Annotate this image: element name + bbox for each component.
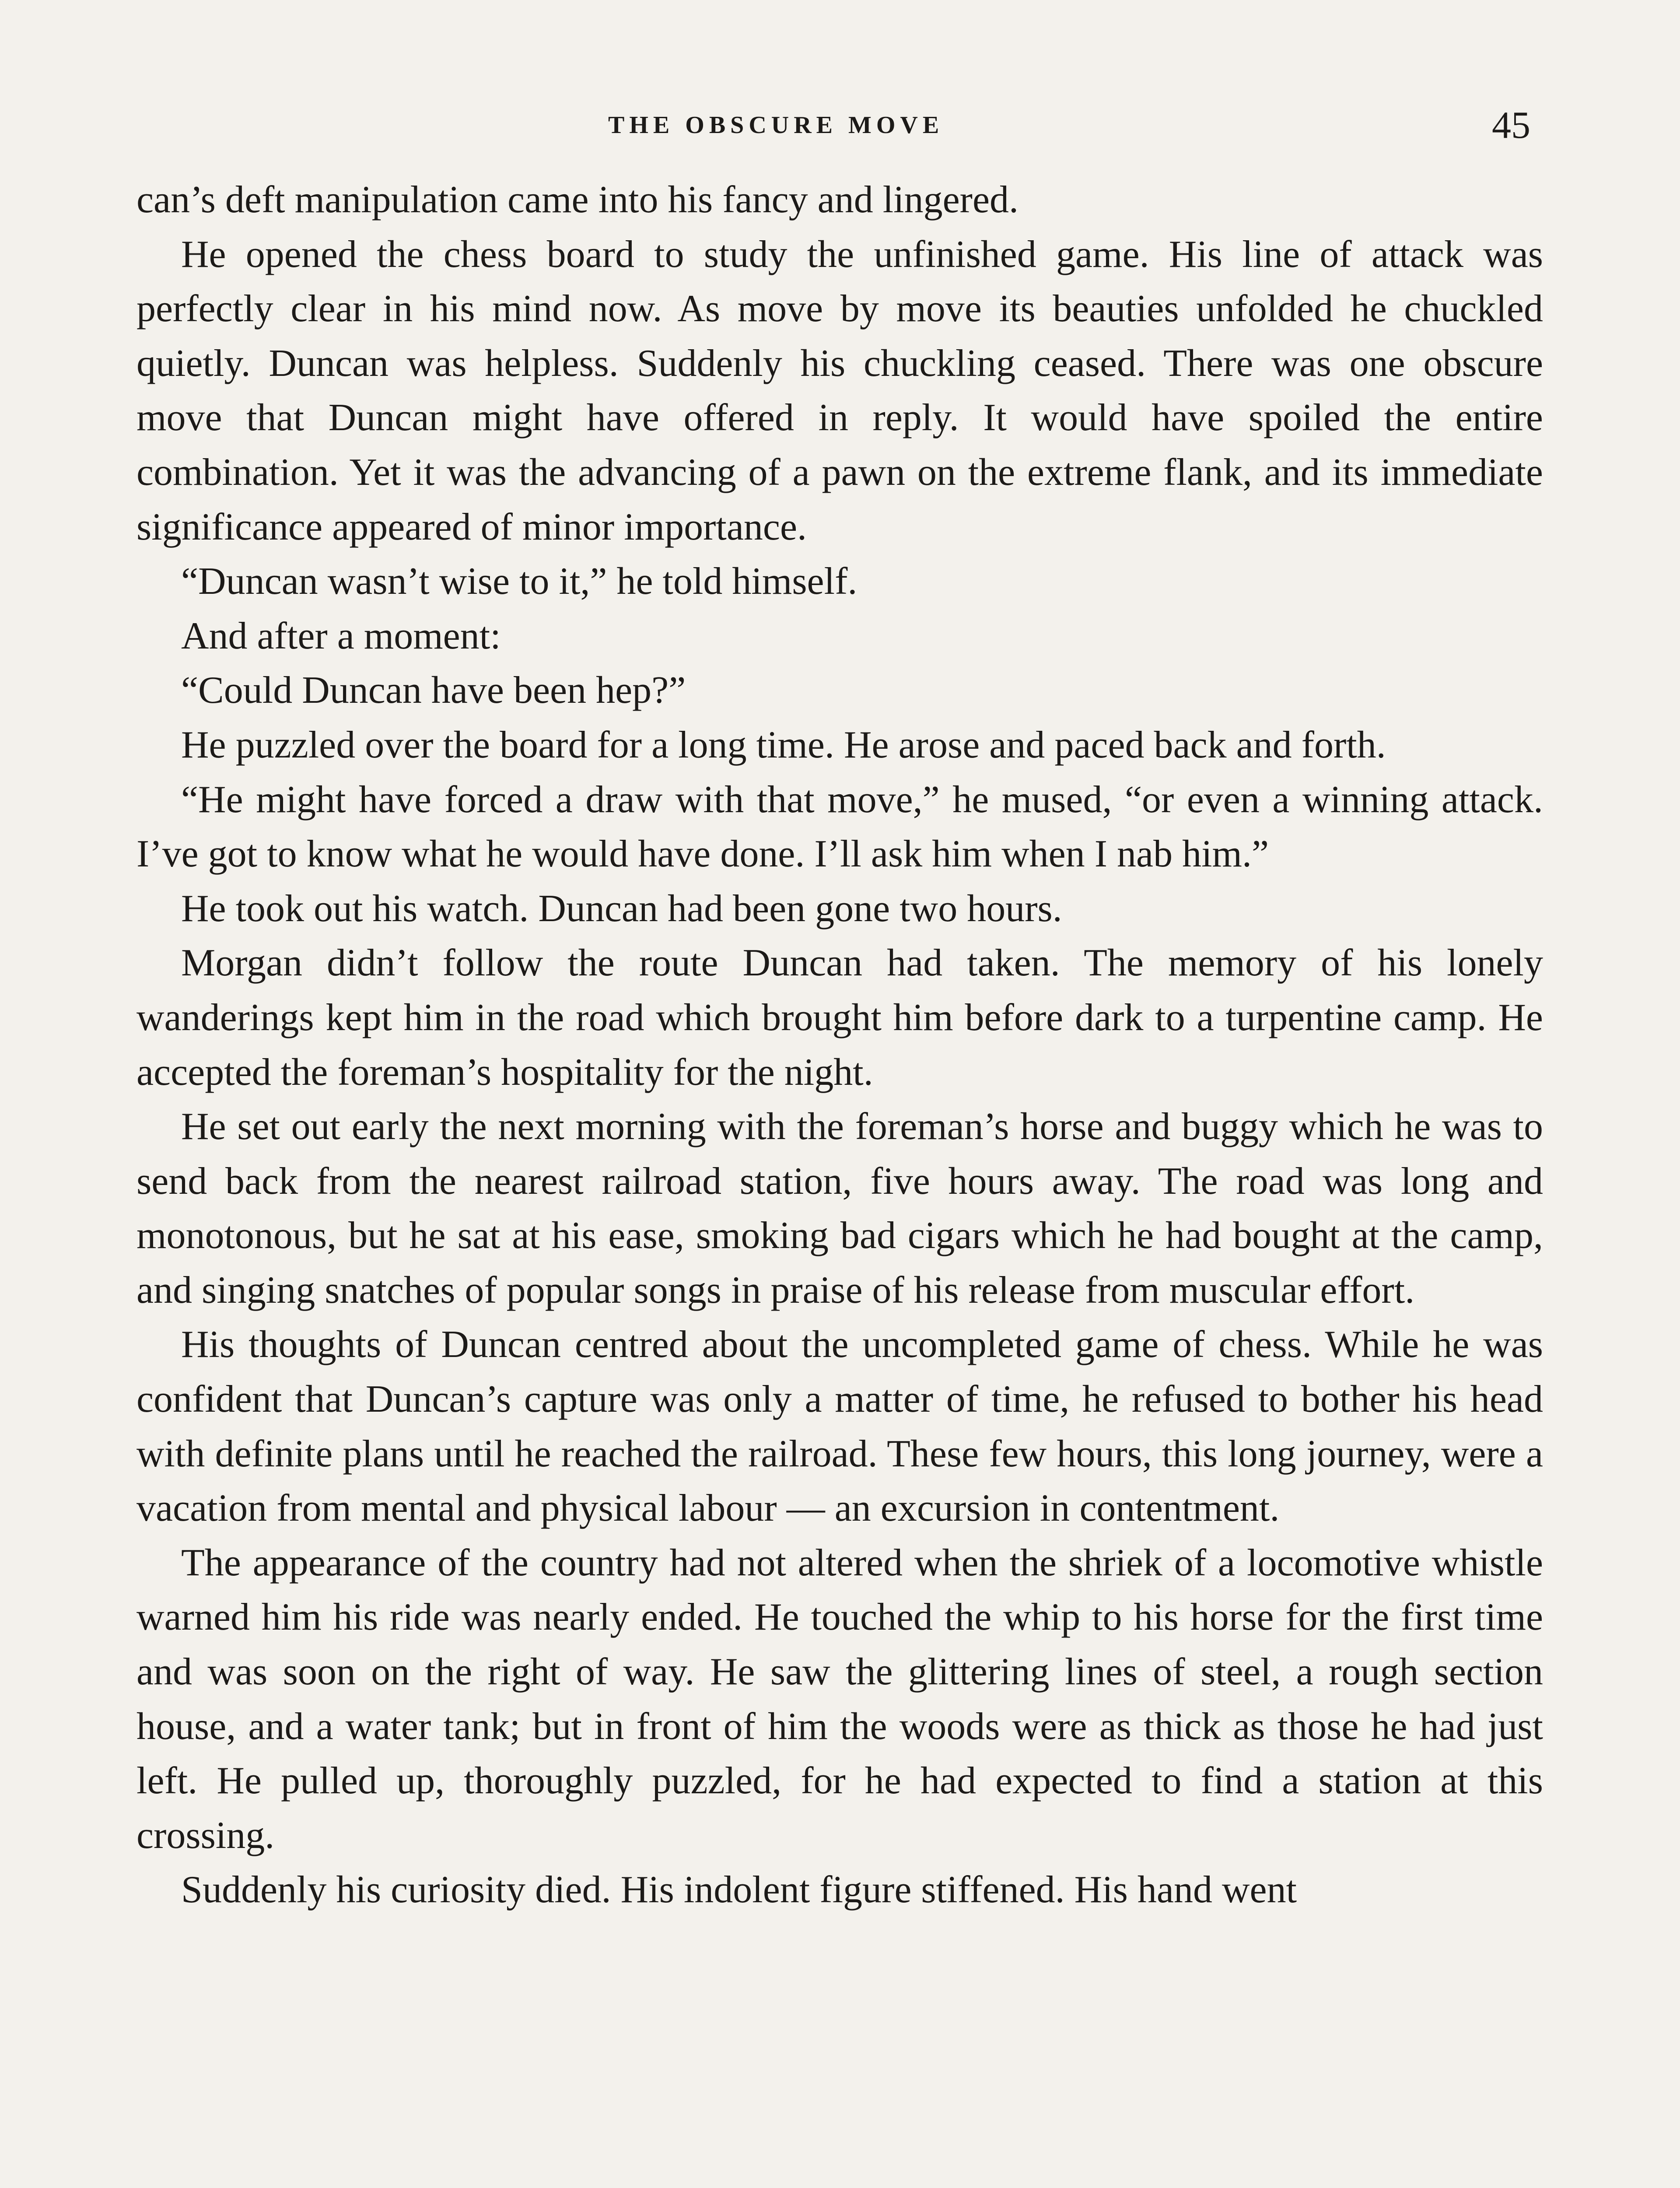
page-number: 45 [1492, 104, 1530, 147]
paragraph: Morgan didn’t follow the route Duncan had taken. The memory of his lonely wanderings kept him in the road which brought him before dark to a turpentine camp. He accepted the foreman’s hospitality for the night. [136, 942, 1543, 1094]
paragraph: He took out his watch. Duncan had been gone two hours. [181, 887, 1062, 930]
paragraph: His thoughts of Duncan centred about the uncompleted game of chess. While he was confident that Duncan’s capture was only a matter of time, he refused to bother his head with definite plans until he reached the railroad. These few hours, this long journey, were a vacation from mental and physical labour — an excursion in contentment. [136, 1323, 1543, 1530]
paragraph: He opened the chess board to study the unfinished game. His line of attack was perfectly clear in his mind now. As move by move its beauties unfolded he chuckled quietly. Duncan was helpless. Suddenly his chuckling ceased. There was one obscure move that Duncan might have offered in reply. It would have spoiled the entire combination. Yet it was the advancing of a pawn on the extreme flank, and its immediate significance appeared of minor importance. [136, 233, 1543, 548]
running-head: THE OBSCURE MOVE [608, 112, 944, 139]
paragraph: “Duncan wasn’t wise to it,” he told himself. [181, 560, 858, 603]
paragraph: The appearance of the country had not altered when the shriek of a locomotive whistle warned him his ride was nearly ended. He touched the whip to his horse for the first time and was soon on the right of way. He saw the glittering lines of steel, a rough section house, and a water tank; but in front of him the woods were as thick as those he had just left. He pulled up, thoroughly puzzled, for he had expected to find a station at this crossing. [136, 1541, 1543, 1857]
body-text [136, 173, 1543, 1918]
paragraph: And after a moment: [181, 614, 501, 657]
paragraph: “He might have forced a draw with that move,” he mused, “or even a winning attack. I’ve got to know what he would have done. I’ll ask him when I nab him.” [136, 778, 1543, 876]
paragraph: He set out early the next morning with the foreman’s horse and buggy which he was to send back from the nearest railroad station, five hours away. The road was long and monotonous, but he sat at his ease, smoking bad cigars which he had bought at the camp, and singing snatches of popular songs in praise of his release from muscular effort. [136, 1105, 1543, 1311]
paragraph: He puzzled over the board for a long time. He arose and paced back and forth. [181, 723, 1386, 766]
paragraph: can’s deft manipulation came into his fancy and lingered. [136, 179, 1019, 221]
paragraph: Suddenly his curiosity died. His indolent figure stiffened. His hand went [181, 1869, 1297, 1911]
page-header [0, 103, 1680, 151]
paragraph: “Could Duncan have been hep?” [181, 669, 686, 712]
